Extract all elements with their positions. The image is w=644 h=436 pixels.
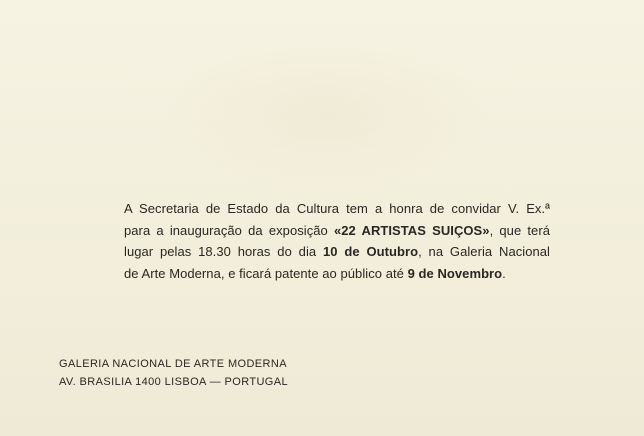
invitation-line-3 bbox=[124, 241, 550, 263]
invitation-text bbox=[124, 198, 550, 284]
gallery-name: GALERIA NACIONAL DE ARTE MODERNA bbox=[59, 358, 287, 370]
invitation-line-3-end: , na Galeria Nacional bbox=[418, 244, 550, 259]
invitation-line-2-start: para a inauguração da exposição bbox=[124, 222, 334, 238]
invitation-line-2 bbox=[124, 220, 550, 242]
closing-date: 9 de Novembro bbox=[407, 265, 503, 281]
gallery-street: AV. BRASILIA 1400 LISBOA — PORTUGAL bbox=[59, 376, 289, 388]
opening-date: 10 de Outubro bbox=[323, 244, 419, 259]
invitation-line-4-end: . bbox=[502, 265, 506, 281]
invitation-line-4 bbox=[124, 263, 550, 285]
invitation-line-4-start: de Arte Moderna, e ficará patente ao público até bbox=[124, 265, 408, 281]
invitation-line-1: A Secretaria de Estado da Cultura tem a honra de convidar V. Ex.ª bbox=[124, 201, 550, 216]
invitation-line-3-start: lugar pelas 18.30 horas do dia bbox=[124, 244, 323, 259]
paper-texture bbox=[160, 40, 490, 190]
invitation-line-2-end: , que terá bbox=[489, 222, 550, 238]
exhibition-title: «22 ARTISTAS SUIÇOS» bbox=[334, 222, 490, 238]
gallery-address bbox=[59, 355, 288, 391]
